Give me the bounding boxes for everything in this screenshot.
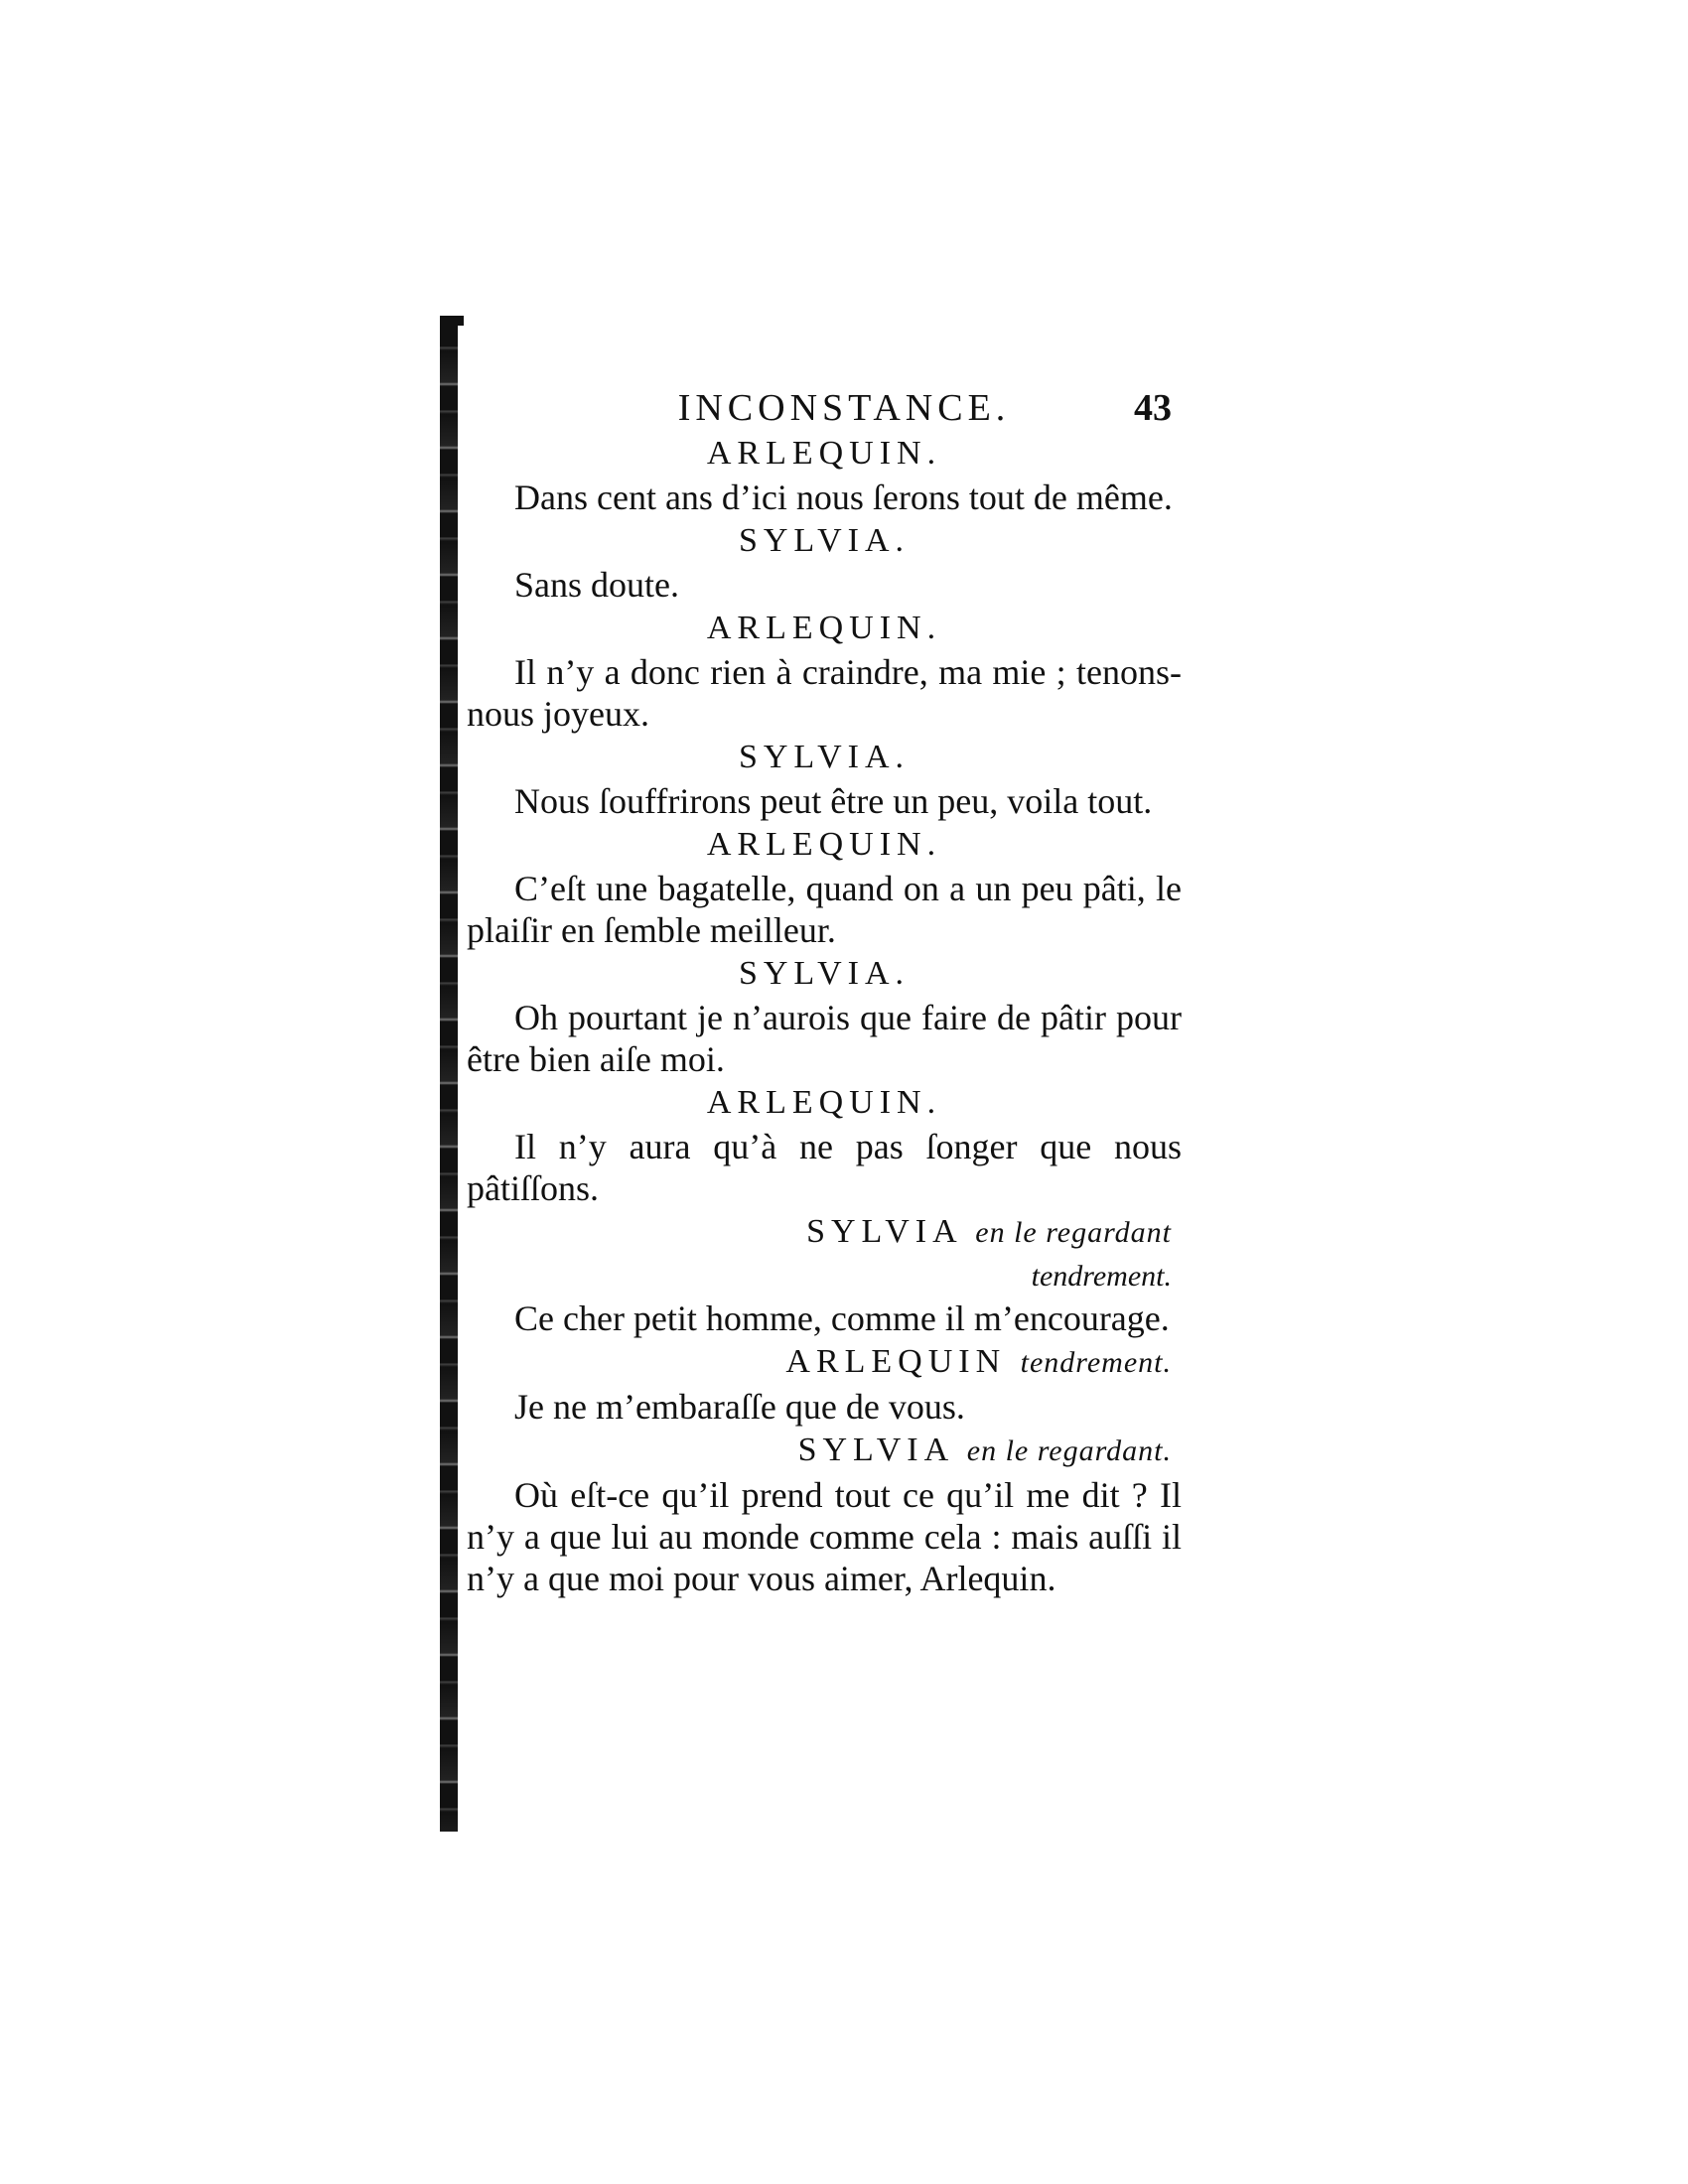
speech-text: Dans cent ans d’ici nous ſerons tout de même. — [514, 478, 1173, 517]
speaker-name: SYLVIA. — [738, 739, 911, 775]
speaker-name: ARLEQUIN. — [706, 435, 942, 472]
running-header — [467, 385, 1182, 431]
speaker-name: ARLEQUIN. — [706, 610, 942, 646]
speech-text: Où eſt-ce qu’il prend tout ce qu’il me dit ? Il n’y a que lui au monde comme cela : mais auſſi il n’y a que moi pour vous aimer, Arlequin. — [467, 1475, 1182, 1598]
stage-direction: tendrement. — [1020, 1346, 1172, 1379]
speech-text: Il n’y aura qu’à ne pas ſonger que nous pâtiſſons. — [467, 1127, 1182, 1208]
page-text-block — [467, 385, 1182, 1599]
speaker-name: ARLEQUIN — [785, 1343, 1007, 1380]
speaker-name: SYLVIA — [806, 1213, 961, 1250]
running-title: INCONSTANCE. — [677, 387, 1011, 429]
page-number: 43 — [1134, 387, 1172, 429]
speaker-line — [467, 1339, 1182, 1386]
speaker-name: SYLVIA — [797, 1432, 953, 1468]
stage-direction: en le regardant — [975, 1216, 1172, 1249]
speaker-line — [467, 1428, 1182, 1474]
speech-text: Il n’y a donc rien à craindre, ma mie ; tenons-nous joyeux. — [467, 652, 1182, 734]
binding-edge — [440, 323, 458, 1832]
stage-direction-continued: tendrement. — [1031, 1260, 1172, 1293]
stage-direction: en le regardant. — [966, 1434, 1172, 1467]
speaker-name: SYLVIA. — [738, 955, 911, 992]
speech-text: Nous ſouffrirons peut être un peu, voila tout. — [514, 781, 1153, 821]
speaker-line — [467, 1209, 1182, 1256]
speech-text: C’eſt une bagatelle, quand on a un peu pâti, le plaiſir en ſemble meilleur. — [467, 869, 1182, 950]
speaker-name: ARLEQUIN. — [706, 1084, 942, 1121]
speech-text: Ce cher petit homme, comme il m’encourage. — [514, 1298, 1170, 1338]
speech-text: Je ne m’embaraſſe que de vous. — [514, 1387, 965, 1427]
speaker-name: ARLEQUIN. — [706, 826, 942, 863]
speaker-name: SYLVIA. — [738, 522, 911, 559]
speech-text: Sans doute. — [514, 565, 679, 605]
speech-text: Oh pourtant je n’aurois que faire de pâtir pour être bien aiſe moi. — [467, 998, 1182, 1079]
